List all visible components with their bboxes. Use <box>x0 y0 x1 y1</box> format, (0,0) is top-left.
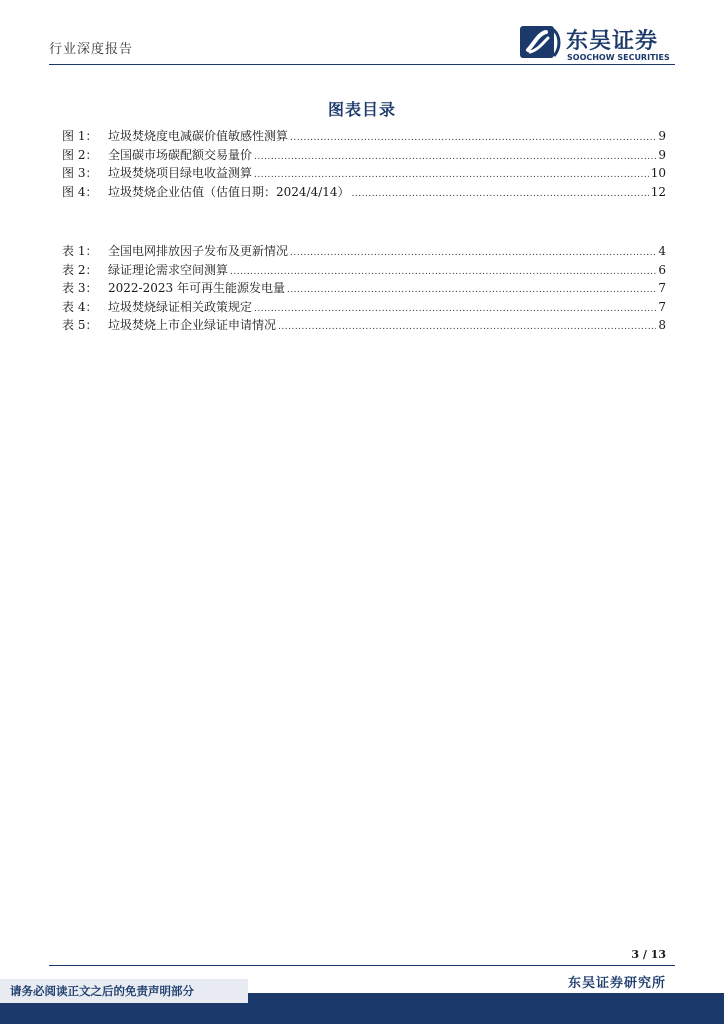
toc-leader-dots <box>287 279 656 300</box>
page-number: 3 / 13 <box>631 948 666 961</box>
toc-entry-label: 表 4： <box>62 299 98 314</box>
toc-entry-table-5[interactable] <box>62 316 666 335</box>
toc-entry-label: 图 4： <box>62 184 98 199</box>
toc-entry-label: 表 5： <box>62 318 98 332</box>
company-logo <box>520 24 680 64</box>
toc-entry-page: 4 <box>658 244 666 258</box>
toc-entry-figure-3[interactable] <box>62 164 666 183</box>
toc-entry-table-2[interactable] <box>62 261 666 280</box>
footer-divider <box>49 965 675 966</box>
toc-entry-table-1[interactable] <box>62 242 666 261</box>
toc-entry-title: 全国电网排放因子发布及更新情况 <box>108 244 289 258</box>
toc-entry-page: 10 <box>650 166 666 180</box>
toc-entry-title: 垃圾焚烧绿证相关政策规定 <box>108 299 253 314</box>
toc-leader-dots <box>290 242 656 263</box>
toc-entry-page: 9 <box>658 147 666 162</box>
toc-entry-figure-2[interactable] <box>62 146 666 165</box>
disclaimer-banner <box>0 979 248 1003</box>
toc-leader-dots <box>278 316 656 337</box>
toc-entry-table-4[interactable] <box>62 298 666 317</box>
toc-entry-label: 表 1： <box>62 244 98 258</box>
toc-leader-dots <box>352 183 649 204</box>
toc-entry-title: 垃圾焚烧企业估值（估值日期：2024/4/14） <box>108 184 350 199</box>
toc-entry-table-3[interactable] <box>62 279 666 298</box>
disclaimer-text: 请务必阅读正文之后的免责声明部分 <box>10 984 194 998</box>
toc-leader-dots <box>254 298 656 319</box>
toc-entry-page: 7 <box>658 281 666 295</box>
toc-leader-dots <box>230 261 656 282</box>
report-type-label: 行业深度报告 <box>49 42 134 57</box>
toc-entry-label: 表 2： <box>62 262 98 277</box>
toc-entry-title: 垃圾焚烧上市企业绿证申请情况 <box>108 318 277 332</box>
toc-entry-label: 表 3： <box>62 281 98 295</box>
toc-entry-figure-1[interactable] <box>62 127 666 146</box>
toc-entry-label: 图 1： <box>62 129 98 143</box>
toc-leader-dots <box>254 146 656 167</box>
toc-entry-page: 8 <box>658 318 666 332</box>
toc-entry-title: 全国碳市场碳配额交易量价 <box>108 147 253 162</box>
toc-entry-title: 垃圾焚烧度电减碳价值敏感性测算 <box>108 129 289 143</box>
toc-entry-page: 6 <box>658 262 666 277</box>
header-divider <box>49 64 675 65</box>
toc-leader-dots <box>290 127 656 148</box>
toc-leader-dots <box>254 164 649 185</box>
toc-title: 图表目录 <box>327 100 396 119</box>
table-list <box>62 242 666 335</box>
toc-entry-title: 垃圾焚烧项目绿电收益测算 <box>108 166 253 180</box>
toc-entry-title: 绿证理论需求空间测算 <box>108 262 229 277</box>
toc-entry-page: 9 <box>658 129 666 143</box>
logo-mark-icon <box>520 24 562 60</box>
figure-list <box>62 127 666 201</box>
toc-entry-label: 图 2： <box>62 147 98 162</box>
institute-name: 东吴证券研究所 <box>567 976 666 991</box>
toc-entry-label: 图 3： <box>62 166 98 180</box>
logo-english-name: SOOCHOW SECURITIES <box>567 53 670 62</box>
logo-chinese-name: 东吴证券 <box>566 29 659 54</box>
toc-entry-page: 12 <box>650 184 666 199</box>
toc-entry-page: 7 <box>658 299 666 314</box>
toc-entry-title: 2022-2023 年可再生能源发电量 <box>108 281 285 295</box>
toc-entry-figure-4[interactable] <box>62 183 666 202</box>
